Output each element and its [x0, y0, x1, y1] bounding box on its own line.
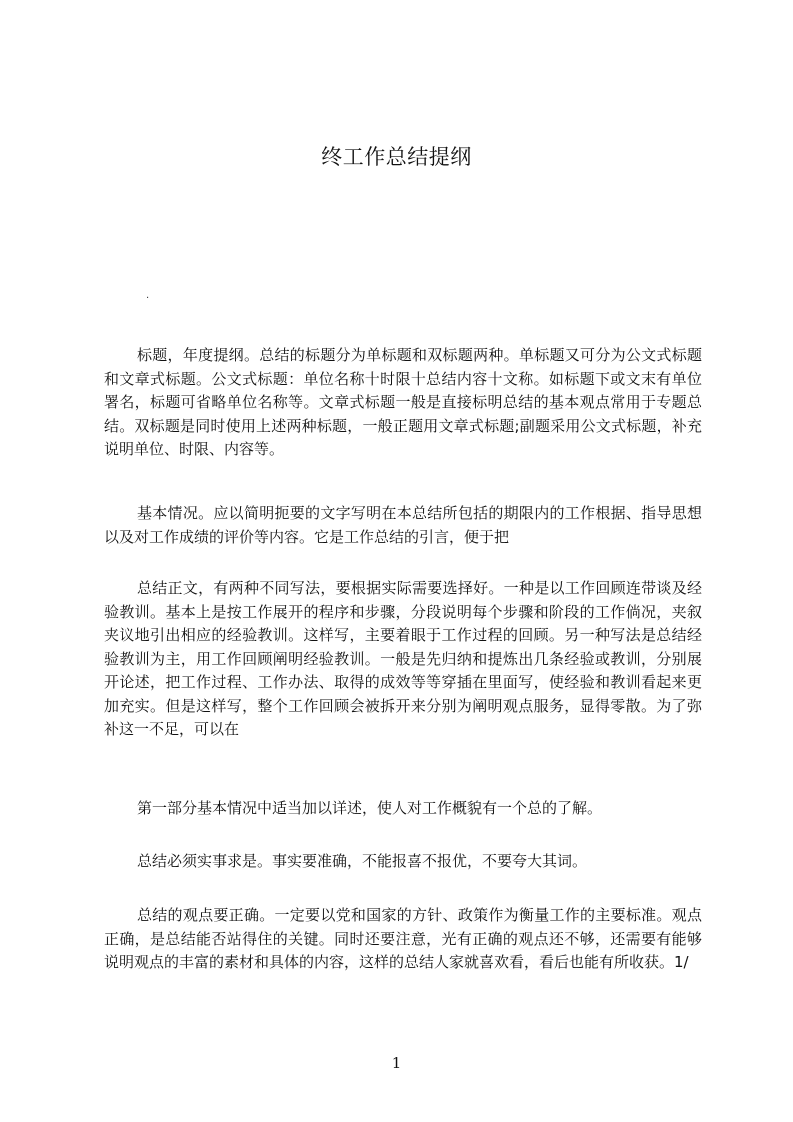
bullet-marker: ·	[146, 293, 150, 304]
page-number: 1	[391, 1054, 402, 1072]
document-title: 终工作总结提纲	[321, 145, 472, 169]
paragraph-correct-viewpoint: 总结的观点要正确。一定要以党和国家的方针、政策作为衡量工作的主要标准。观点正确，是总结能否站得住的关键。同时还要注意，光有正确的观点还不够，还需要有能够说明观点的丰富的素材和具体的内容，这样的总结人家就喜欢看，看后也能有所收获。1/	[104, 906, 702, 971]
paragraph-truthfulness: 总结必须实事求是。事实要准确，不能报喜不报优，不要夸大其词。	[137, 852, 588, 870]
paragraph-title-guidance: 标题，年度提纲。总结的标题分为单标题和双标题两种。单标题又可分为公文式标题和文章式标题。公文式标题：单位名称十时限十总结内容十文称。如标题下或文末有单位署名，标题可省略单位名称等。文章式标题一般是直接标明总结的基本观点常用于专题总结。双标题是同时使用上述两种标题，一般正题用文章式标题;副题采用公文式标题，补充说明单位、时限、内容等。	[104, 346, 702, 458]
paragraph-part-one: 第一部分基本情况中适当加以详述，使人对工作概貌有一个总的了解。	[137, 799, 603, 817]
paragraph-basic-situation: 基本情况。应以简明扼要的文字写明在本总结所包括的期限内的工作根据、指导思想以及对工作成绩的评价等内容。它是工作总结的引言，便于把	[104, 504, 702, 546]
paragraph-main-body: 总结正文，有两种不同写法，要根据实际需要选择好。一种是以工作回顾连带谈及经验教训。基本上是按工作展开的程序和步骤，分段说明每个步骤和阶段的工作倘况，夹叙夹议地引出相应的经验教训。这样写，主要着眼于工作过程的回顾。另一种写法是总结经验教训为主，用工作回顾阐明经验教训。一般是先归纳和提炼出几条经验或教训，分别展开论述，把工作过程、工作办法、取得的成效等等穿插在里面写，使经验和教训看起来更加充实。但是这样写，整个工作回顾会被拆开来分别为阐明观点服务，显得零散。为了弥补这一不足，可以在	[104, 579, 702, 738]
